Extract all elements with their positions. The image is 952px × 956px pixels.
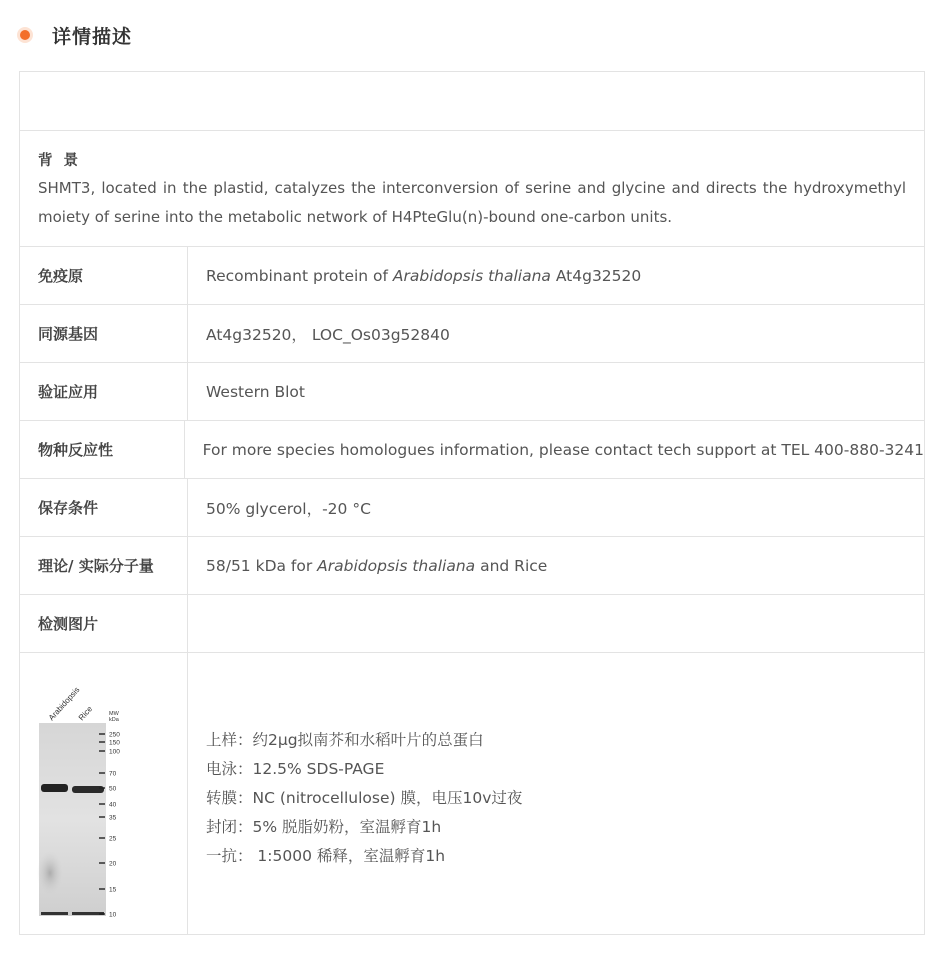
immunogen-species: Arabidopsis thaliana — [392, 266, 551, 285]
background-text: SHMT3, located in the plastid, catalyzes the interconversion of serine and glycine and directs the hydroxymethyl moiety of serine into the metabolic network of H4PteGlu(n)-bound one-carbon units. — [38, 179, 906, 226]
homolog-row — [20, 304, 924, 362]
protocol-list — [188, 653, 924, 934]
marker-label: 35 — [109, 814, 117, 822]
marker-label: 50 — [109, 785, 117, 793]
storage-value: 50% glycerol，-20 °C — [206, 499, 371, 518]
images-label: 检测图片 — [20, 595, 188, 652]
application-value: Western Blot — [206, 382, 305, 401]
storage-label: 保存条件 — [20, 479, 188, 536]
section-header — [20, 18, 132, 52]
marker-label: 250 — [109, 731, 120, 739]
application-label: 验证应用 — [20, 363, 188, 420]
images-row — [20, 594, 924, 652]
figure-cell — [20, 653, 188, 934]
figure-row — [20, 652, 924, 934]
blank-row — [20, 72, 924, 130]
bullet-dot-icon — [20, 30, 30, 40]
immunogen-prefix: Recombinant protein of — [206, 266, 393, 285]
dye-front-arabidopsis — [41, 912, 68, 915]
protocol-electrophoresis: 电泳：12.5% SDS-PAGE — [206, 760, 385, 778]
marker-label: 40 — [109, 801, 117, 809]
spec-table — [19, 71, 925, 935]
band-arabidopsis — [41, 784, 68, 792]
marker-label: 150 — [109, 739, 120, 747]
immunogen-suffix: At4g32520 — [550, 266, 642, 285]
mw-value — [188, 537, 924, 594]
mw-label: 理论/ 实际分子量 — [20, 537, 188, 594]
mw-suffix: and Rice — [475, 556, 548, 575]
mw-species: Arabidopsis thaliana — [317, 556, 476, 575]
immunogen-row — [20, 246, 924, 304]
mw-row — [20, 536, 924, 594]
marker-label: 100 — [109, 748, 120, 756]
marker-label: 20 — [109, 860, 117, 868]
band-rice — [72, 786, 104, 793]
immunogen-label: 免疫原 — [20, 247, 188, 304]
protocol-blocking: 封闭：5% 脱脂奶粉，室温孵育1h — [206, 818, 442, 836]
images-value — [188, 595, 924, 652]
marker-label: 25 — [109, 835, 117, 843]
storage-row — [20, 478, 924, 536]
marker-label: 10 — [109, 911, 117, 919]
lane-label-arabidopsis: Arabidopsis — [46, 685, 82, 723]
protocol-primary-antibody: 一抗： 1:5000 稀释，室温孵育1h — [206, 847, 446, 865]
blot-smear — [37, 851, 63, 895]
background-label: 背 景 — [38, 153, 82, 169]
reactivity-label: 物种反应性 — [20, 421, 185, 478]
reactivity-row — [20, 420, 924, 478]
marker-label: 70 — [109, 770, 117, 778]
reactivity-value: For more species homologues information, please contact tech support at TEL 400-880-3241 — [202, 440, 924, 459]
lane-label-rice: Rice — [76, 704, 95, 723]
application-row — [20, 362, 924, 420]
marker-label: 15 — [109, 886, 117, 894]
mw-header-kda: kDa — [109, 717, 119, 723]
mw-header-mw: MW — [109, 711, 119, 717]
section-title: 详情描述 — [52, 25, 133, 48]
protocol-loading: 上样：约2μg拟南芥和水稻叶片的总蛋白 — [206, 731, 484, 749]
homolog-label: 同源基因 — [20, 305, 188, 362]
homolog-value: At4g32520， LOC_Os03g52840 — [206, 325, 450, 344]
immunogen-value — [188, 247, 924, 304]
background-row — [20, 130, 924, 246]
protocol-transfer: 转膜：NC (nitrocellulose) 膜，电压10v过夜 — [206, 789, 523, 807]
mw-prefix: 58/51 kDa for — [206, 556, 318, 575]
western-blot-image — [30, 675, 130, 921]
